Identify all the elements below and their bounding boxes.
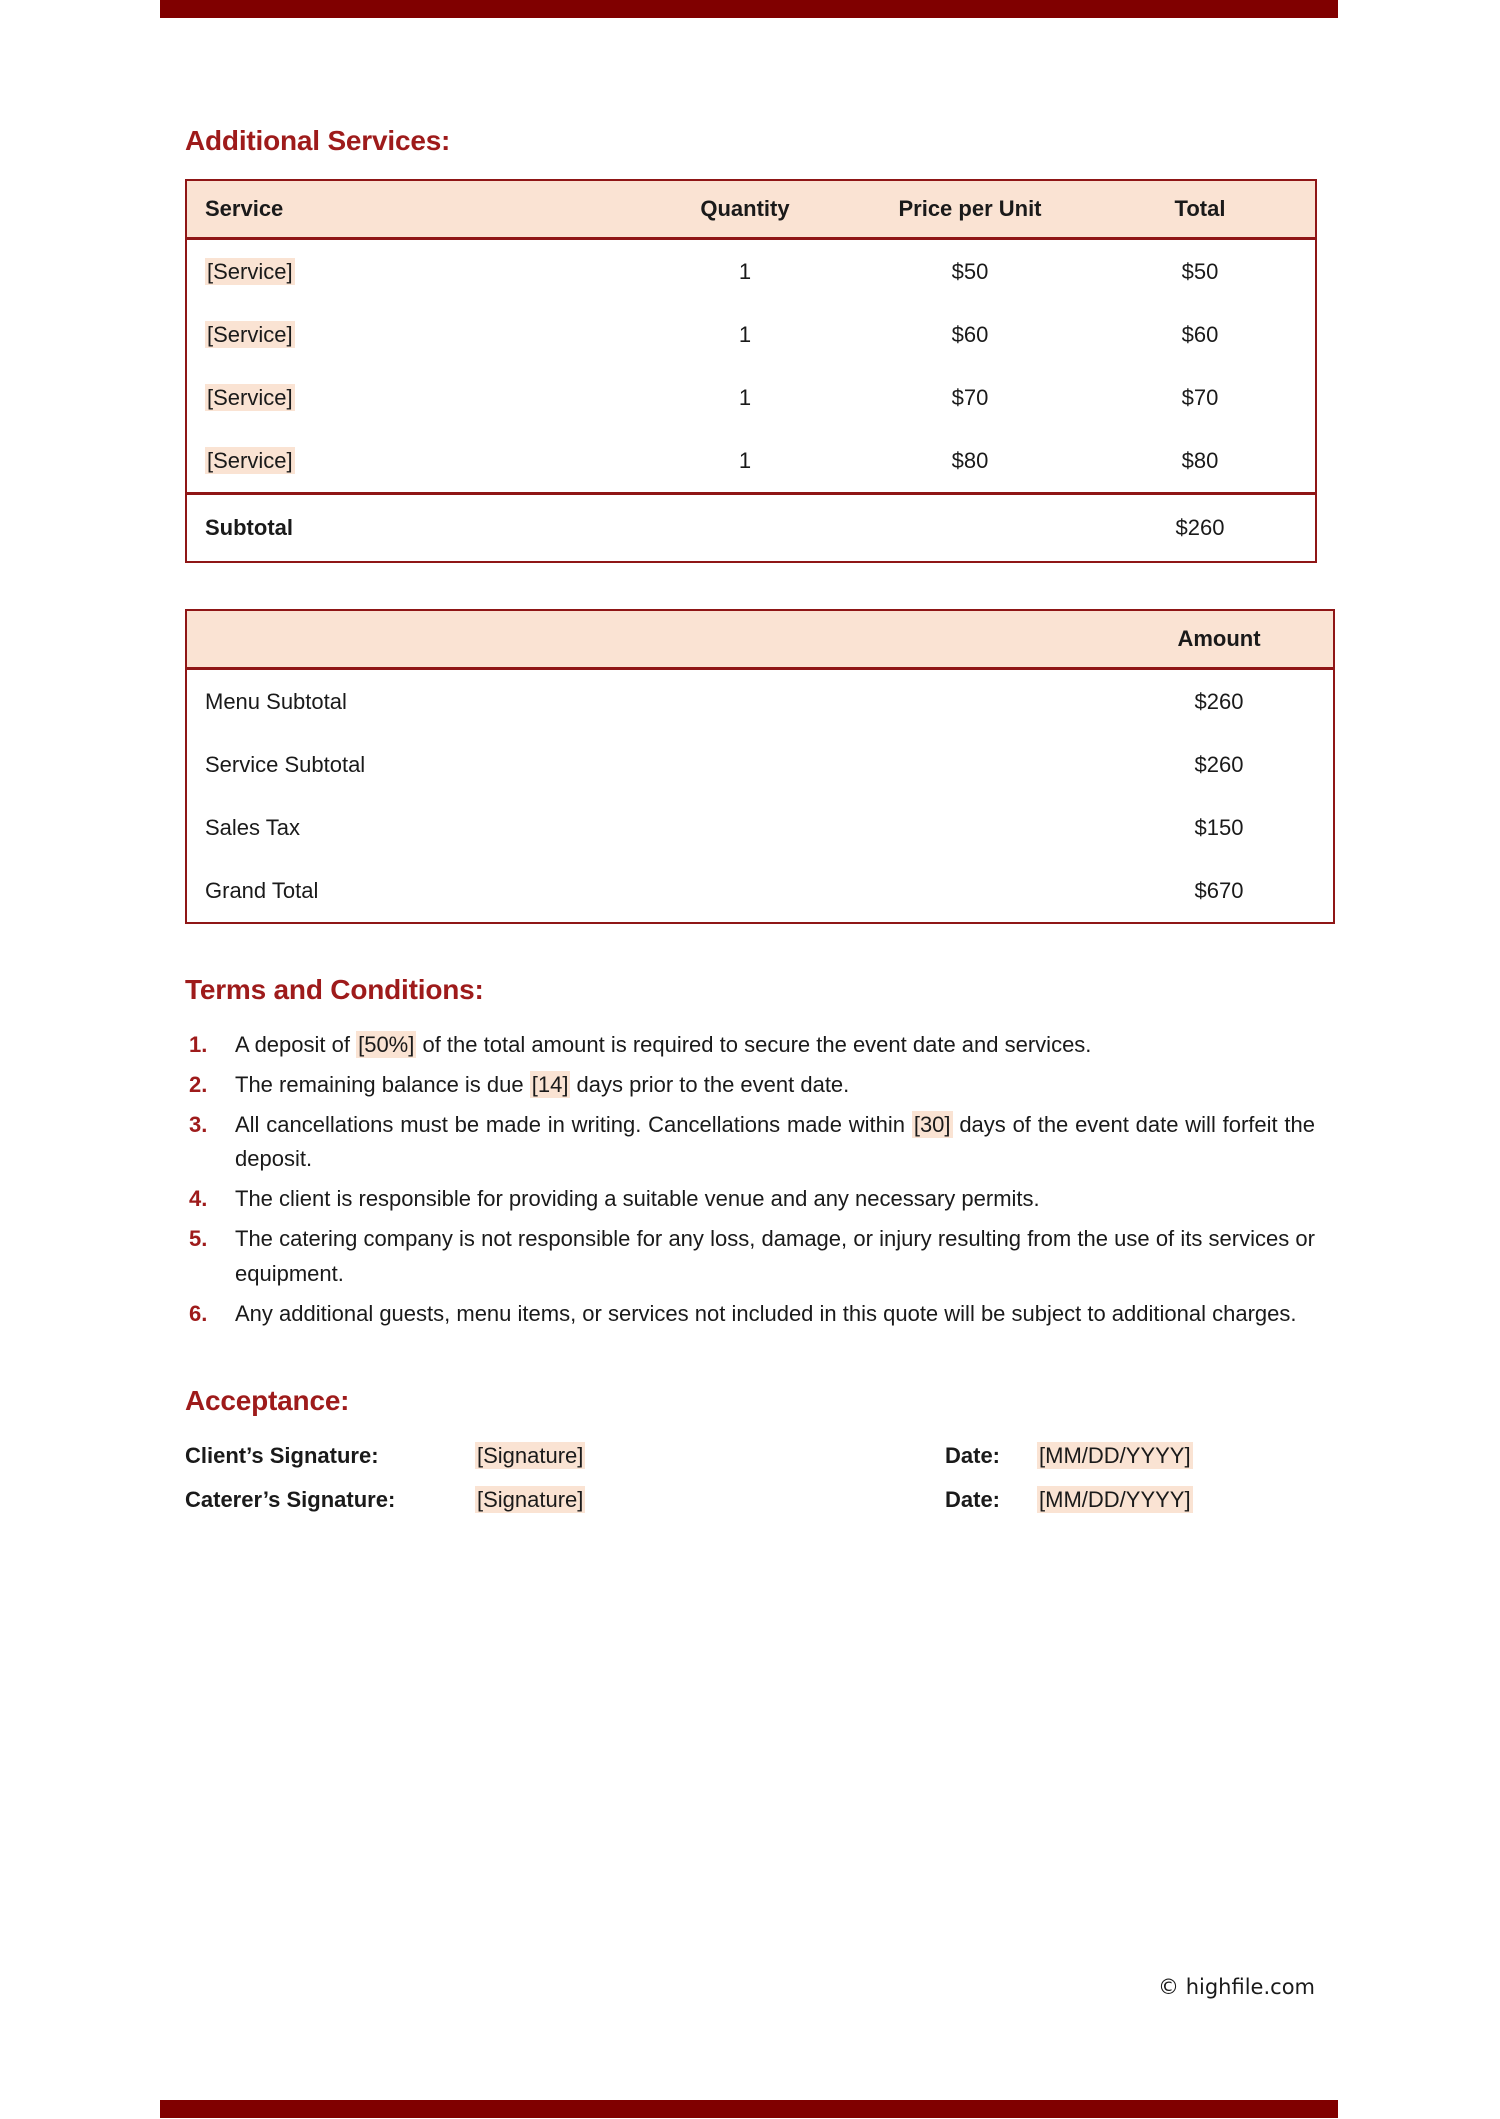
service-total: $50 — [1181, 258, 1219, 284]
service-quantity: 1 — [738, 447, 752, 473]
acceptance-heading: Acceptance: — [185, 1384, 350, 1416]
additional-services-table — [185, 179, 1317, 563]
summary-amount: $670 — [1194, 877, 1244, 903]
service-total: $70 — [1181, 384, 1219, 410]
term-text-pre: The client is responsible for providing a suitable venue and any necessary permits. — [235, 1186, 1040, 1212]
caterer-date-label: Date: — [945, 1486, 1001, 1512]
summary-amount: $150 — [1194, 814, 1244, 840]
caterer-date-field[interactable]: [MM/DD/YYYY] — [1039, 1486, 1191, 1512]
additional-services-heading: Additional Services: — [185, 125, 451, 156]
top-accent-bar — [160, 0, 1338, 18]
table-row — [186, 733, 1334, 796]
column-header-total: Total — [1085, 180, 1316, 239]
terms-list-item — [185, 1182, 1315, 1216]
summary-amount: $260 — [1194, 751, 1244, 777]
term-placeholder: [14] — [531, 1072, 569, 1098]
table-header-row — [186, 610, 1334, 669]
summary-label: Menu Subtotal — [205, 688, 347, 714]
summary-label: Grand Total — [205, 877, 319, 903]
column-header-amount: Amount — [1105, 610, 1334, 669]
summary-label: Service Subtotal — [205, 751, 366, 777]
terms-list-item — [185, 1108, 1315, 1176]
footer-copyright: © highfile.com — [1158, 1975, 1315, 1999]
column-header-quantity: Quantity — [635, 180, 855, 239]
totals-summary-table — [185, 609, 1335, 924]
client-signature-row — [185, 1443, 1315, 1469]
term-text-pre: The catering company is not responsible for any loss, damage, or injury resulting from the use of its services or equipment. — [235, 1226, 1315, 1286]
caterer-signature-row — [185, 1487, 1315, 1513]
subtotal-label: Subtotal — [186, 494, 635, 563]
table-row — [186, 669, 1334, 734]
term-text-post: days of the event date will forfeit the deposit. — [235, 1112, 1315, 1172]
terms-list — [185, 1028, 1315, 1331]
terms-list-item — [185, 1297, 1315, 1331]
service-price: $60 — [951, 321, 989, 347]
term-text-pre: The remaining balance is due — [235, 1072, 530, 1098]
caterer-signature-label: Caterer’s Signature: — [185, 1486, 396, 1512]
term-placeholder: [30] — [913, 1112, 951, 1138]
term-placeholder: [50%] — [358, 1032, 415, 1057]
table-row — [186, 303, 1316, 366]
client-date-label: Date: — [945, 1442, 1001, 1468]
summary-amount: $260 — [1194, 688, 1244, 714]
subtotal-spacer-quantity — [635, 494, 855, 563]
service-name-placeholder: [Service] — [207, 258, 293, 284]
table-row — [186, 859, 1334, 923]
service-name-placeholder: [Service] — [207, 384, 293, 410]
subtotal-value: $260 — [1085, 494, 1316, 563]
subtotal-spacer-price — [855, 494, 1085, 563]
service-name-placeholder: [Service] — [207, 321, 293, 347]
term-text-post: days prior to the event date. — [570, 1072, 850, 1098]
term-text-pre: Any additional guests, menu items, or services not included in this quote will be subject to additional charges. — [235, 1300, 1297, 1326]
client-date-field[interactable]: [MM/DD/YYYY] — [1039, 1442, 1191, 1468]
column-header-price: Price per Unit — [855, 180, 1085, 239]
client-signature-field[interactable]: [Signature] — [477, 1442, 584, 1468]
table-row — [186, 429, 1316, 494]
service-price: $50 — [951, 258, 989, 284]
summary-label: Sales Tax — [205, 814, 300, 840]
table-row — [186, 796, 1334, 859]
terms-list-item — [185, 1028, 1315, 1062]
service-total: $60 — [1181, 321, 1219, 347]
terms-list-item — [185, 1068, 1315, 1102]
table-row — [186, 239, 1316, 304]
term-text-pre: A deposit of — [235, 1032, 357, 1057]
table-header-row — [186, 180, 1316, 239]
term-text-pre: All cancellations must be made in writing. Cancellations made within — [235, 1112, 912, 1138]
terms-list-item — [185, 1222, 1315, 1290]
client-signature-label: Client’s Signature: — [185, 1442, 379, 1468]
bottom-accent-bar — [160, 2100, 1338, 2118]
service-name-placeholder: [Service] — [207, 447, 293, 473]
terms-and-conditions-heading: Terms and Conditions: — [185, 974, 484, 1005]
service-quantity: 1 — [738, 321, 752, 347]
service-price: $80 — [951, 447, 989, 473]
service-quantity: 1 — [738, 258, 752, 284]
service-quantity: 1 — [738, 384, 752, 410]
service-total: $80 — [1181, 447, 1219, 473]
column-header-service: Service — [186, 180, 635, 239]
table-row — [186, 366, 1316, 429]
subtotal-row — [186, 494, 1316, 563]
term-text-post: of the total amount is required to secure the event date and services. — [416, 1032, 1092, 1057]
caterer-signature-field[interactable]: [Signature] — [477, 1486, 584, 1512]
column-header-blank — [186, 610, 1105, 669]
service-price: $70 — [951, 384, 989, 410]
content-column — [185, 125, 1315, 1531]
